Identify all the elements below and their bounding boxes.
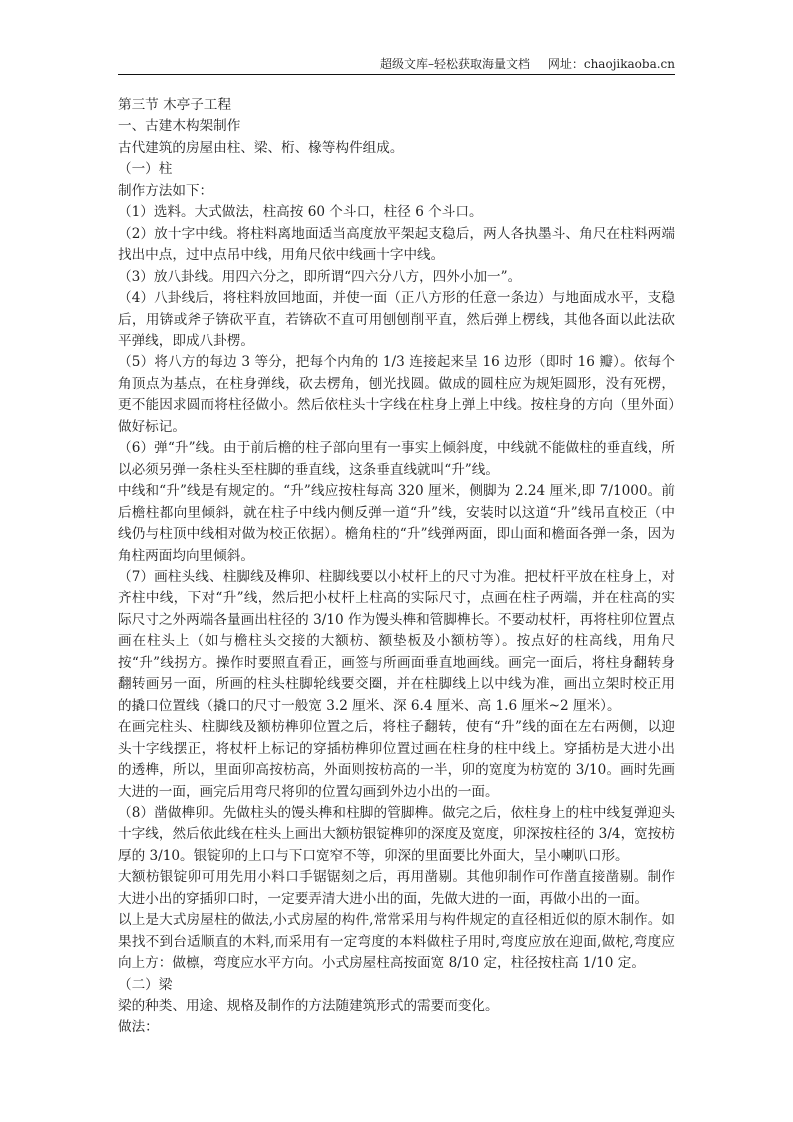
site-url: 网址：chaojikaoba.cn bbox=[547, 57, 675, 71]
paragraph: 大额枋银锭卯可用先用小料口手锯锯刻之后，再用凿剔。其他卯制作可作凿直接凿剔。制作大进小出的穿插卯口时，一定要弄清大进小出的面，先做大进的一面，再做小出的一面。 bbox=[118, 869, 675, 907]
section-title: 第三节 木亭子工程 bbox=[118, 97, 232, 113]
page-header bbox=[118, 56, 675, 75]
paragraph: （7）画柱头线、柱脚线及榫卯、柱脚线要以小杖杆上的尺寸为准。把杖杆平放在柱身上，对齐柱中线，下对“升”线，然后把小杖杆上柱高的实际尺寸，点画在柱子两端，并在柱高的实际尺寸之外两端各量画出柱径的 3/10 作为馒头榫和管脚榫长。不要动杖杆，再将柱卯位置点画在柱头上（如与檐柱头交接的大额枋、额垫板及小额枋等）。按点好的柱高线，用角尺按“升”线拐方。操作时要照直看正，画签与所画面垂直地画线。画完一面后，将柱身翻转身翻转画另一面，所画的柱头柱脚轮线要交圈，并在柱脚线上以中线为准，画出立架时校正用的撬口位置线（撬口的尺寸一般宽 3.2 厘米、深 6.4 厘米、高 1.6 厘米~2 厘米）。 bbox=[118, 568, 675, 714]
document-body bbox=[118, 95, 675, 1039]
paragraph: 制作方法如下： bbox=[118, 182, 214, 199]
paragraph: 做法： bbox=[118, 1019, 159, 1036]
paragraph: 在画完柱头、柱脚线及额枋榫卯位置之后，将柱子翻转，使有“升”线的面在左右两侧，以迎头十字线摆正，将杖杆上标记的穿插枋榫卯位置过画在柱身的柱中线上。穿插枋是大进小出的透榫，所以，里面卯高按枋高，外面则按枋高的一半，卯的宽度为枋宽的 3/10。画时先画大进的一面，画完后用弯尺将卯的位置勾画到外边小出的一面。 bbox=[118, 719, 675, 800]
paragraph: 梁的种类、用途、规格及制作的方法随建筑形式的需要而变化。 bbox=[118, 998, 499, 1015]
paragraph: （6）弹“升”线。由于前后檐的柱子部向里有一事实上倾斜度，中线就不能做柱的垂直线，所以必须另弹一条柱头至柱脚的垂直线，这条垂直线就叫“升”线。 bbox=[118, 440, 675, 478]
paragraph: 中线和“升”线是有规定的。“升”线应按柱每高 320 厘米，侧脚为 2.24 厘米,即 7/1000。前后檐柱都向里倾斜，就在柱子中线内侧反弹一道“升”线，安装时以这道“升”线吊直校正（中线仍与柱顶中线相对做为校正依据）。檐角柱的“升”线弹两面，即山面和檐面各弹一条，因为角柱两面均向里倾斜。 bbox=[118, 483, 675, 564]
paragraph: （4）八卦线后，将柱料放回地面，并使一面（正八方形的任意一条边）与地面成水平，支稳后，用锛或斧子锛砍平直，若锛砍不直可用刨刨削平直，然后弹上楞线，其他各面以此法砍平弹线，即成八卦楞。 bbox=[118, 290, 675, 349]
paragraph: （5）将八方的每边 3 等分，把每个内角的 1/3 连接起来呈 16 边形（即时 16 瓣）。依每个角顶点为基点，在柱身弹线，砍去楞角，刨光找圆。做成的圆柱应为规矩圆形，没有死楞，更不能因求圆而将柱径做小。然后依柱头十字线在柱身上弹上中线。按柱身的方向（里外面）做好标记。 bbox=[118, 354, 675, 435]
paragraph: 以上是大式房屋柱的做法,小式房屋的构件,常常采用与构件规定的直径相近似的原木制作。如果找不到台适顺直的木料,而采用有一定弯度的本料做柱子用时,弯度应放在迎面,做柁,弯度应向上方：做檩，弯度应水平方向。小式房屋柱高按面宽 8/10 定，柱径按柱高 1/10 定。 bbox=[118, 912, 675, 972]
subsection-heading: （一）柱 bbox=[118, 161, 173, 178]
subsection-heading: （二）梁 bbox=[118, 976, 173, 993]
paragraph: （3）放八卦线。用四六分之，即所谓“四六分八方，四外小加一”。 bbox=[118, 268, 522, 285]
paragraph: （8）凿做榫卯。先做柱头的馒头榫和柱脚的管脚榫。做完之后，依柱身上的柱中线复弹迎头十字线，然后依此线在柱头上画出大额枋银锭榫卯的深度及宽度，卯深按柱径的 3/4，宽按枋厚的 3/10。银锭卯的上口与下口宽窄不等，卯深的里面要比外面大，呈小喇叭口形。 bbox=[118, 804, 675, 864]
site-name: 超级文库–轻松获取海量文档 bbox=[380, 57, 531, 71]
paragraph: 古代建筑的房屋由柱、梁、桁、椽等构件组成。 bbox=[118, 139, 404, 156]
paragraph: （1）选料。大式做法，柱高按 60 个斗口，柱径 6 个斗口。 bbox=[118, 204, 483, 221]
subsection-heading: 一、古建木构架制作 bbox=[118, 118, 241, 135]
paragraph: （2）放十字中线。将柱料离地面适当高度放平架起支稳后，两人各执墨斗、角尺在柱料两端找出中点，过中点吊中线，用角尺依中线画十字中线。 bbox=[118, 225, 675, 264]
